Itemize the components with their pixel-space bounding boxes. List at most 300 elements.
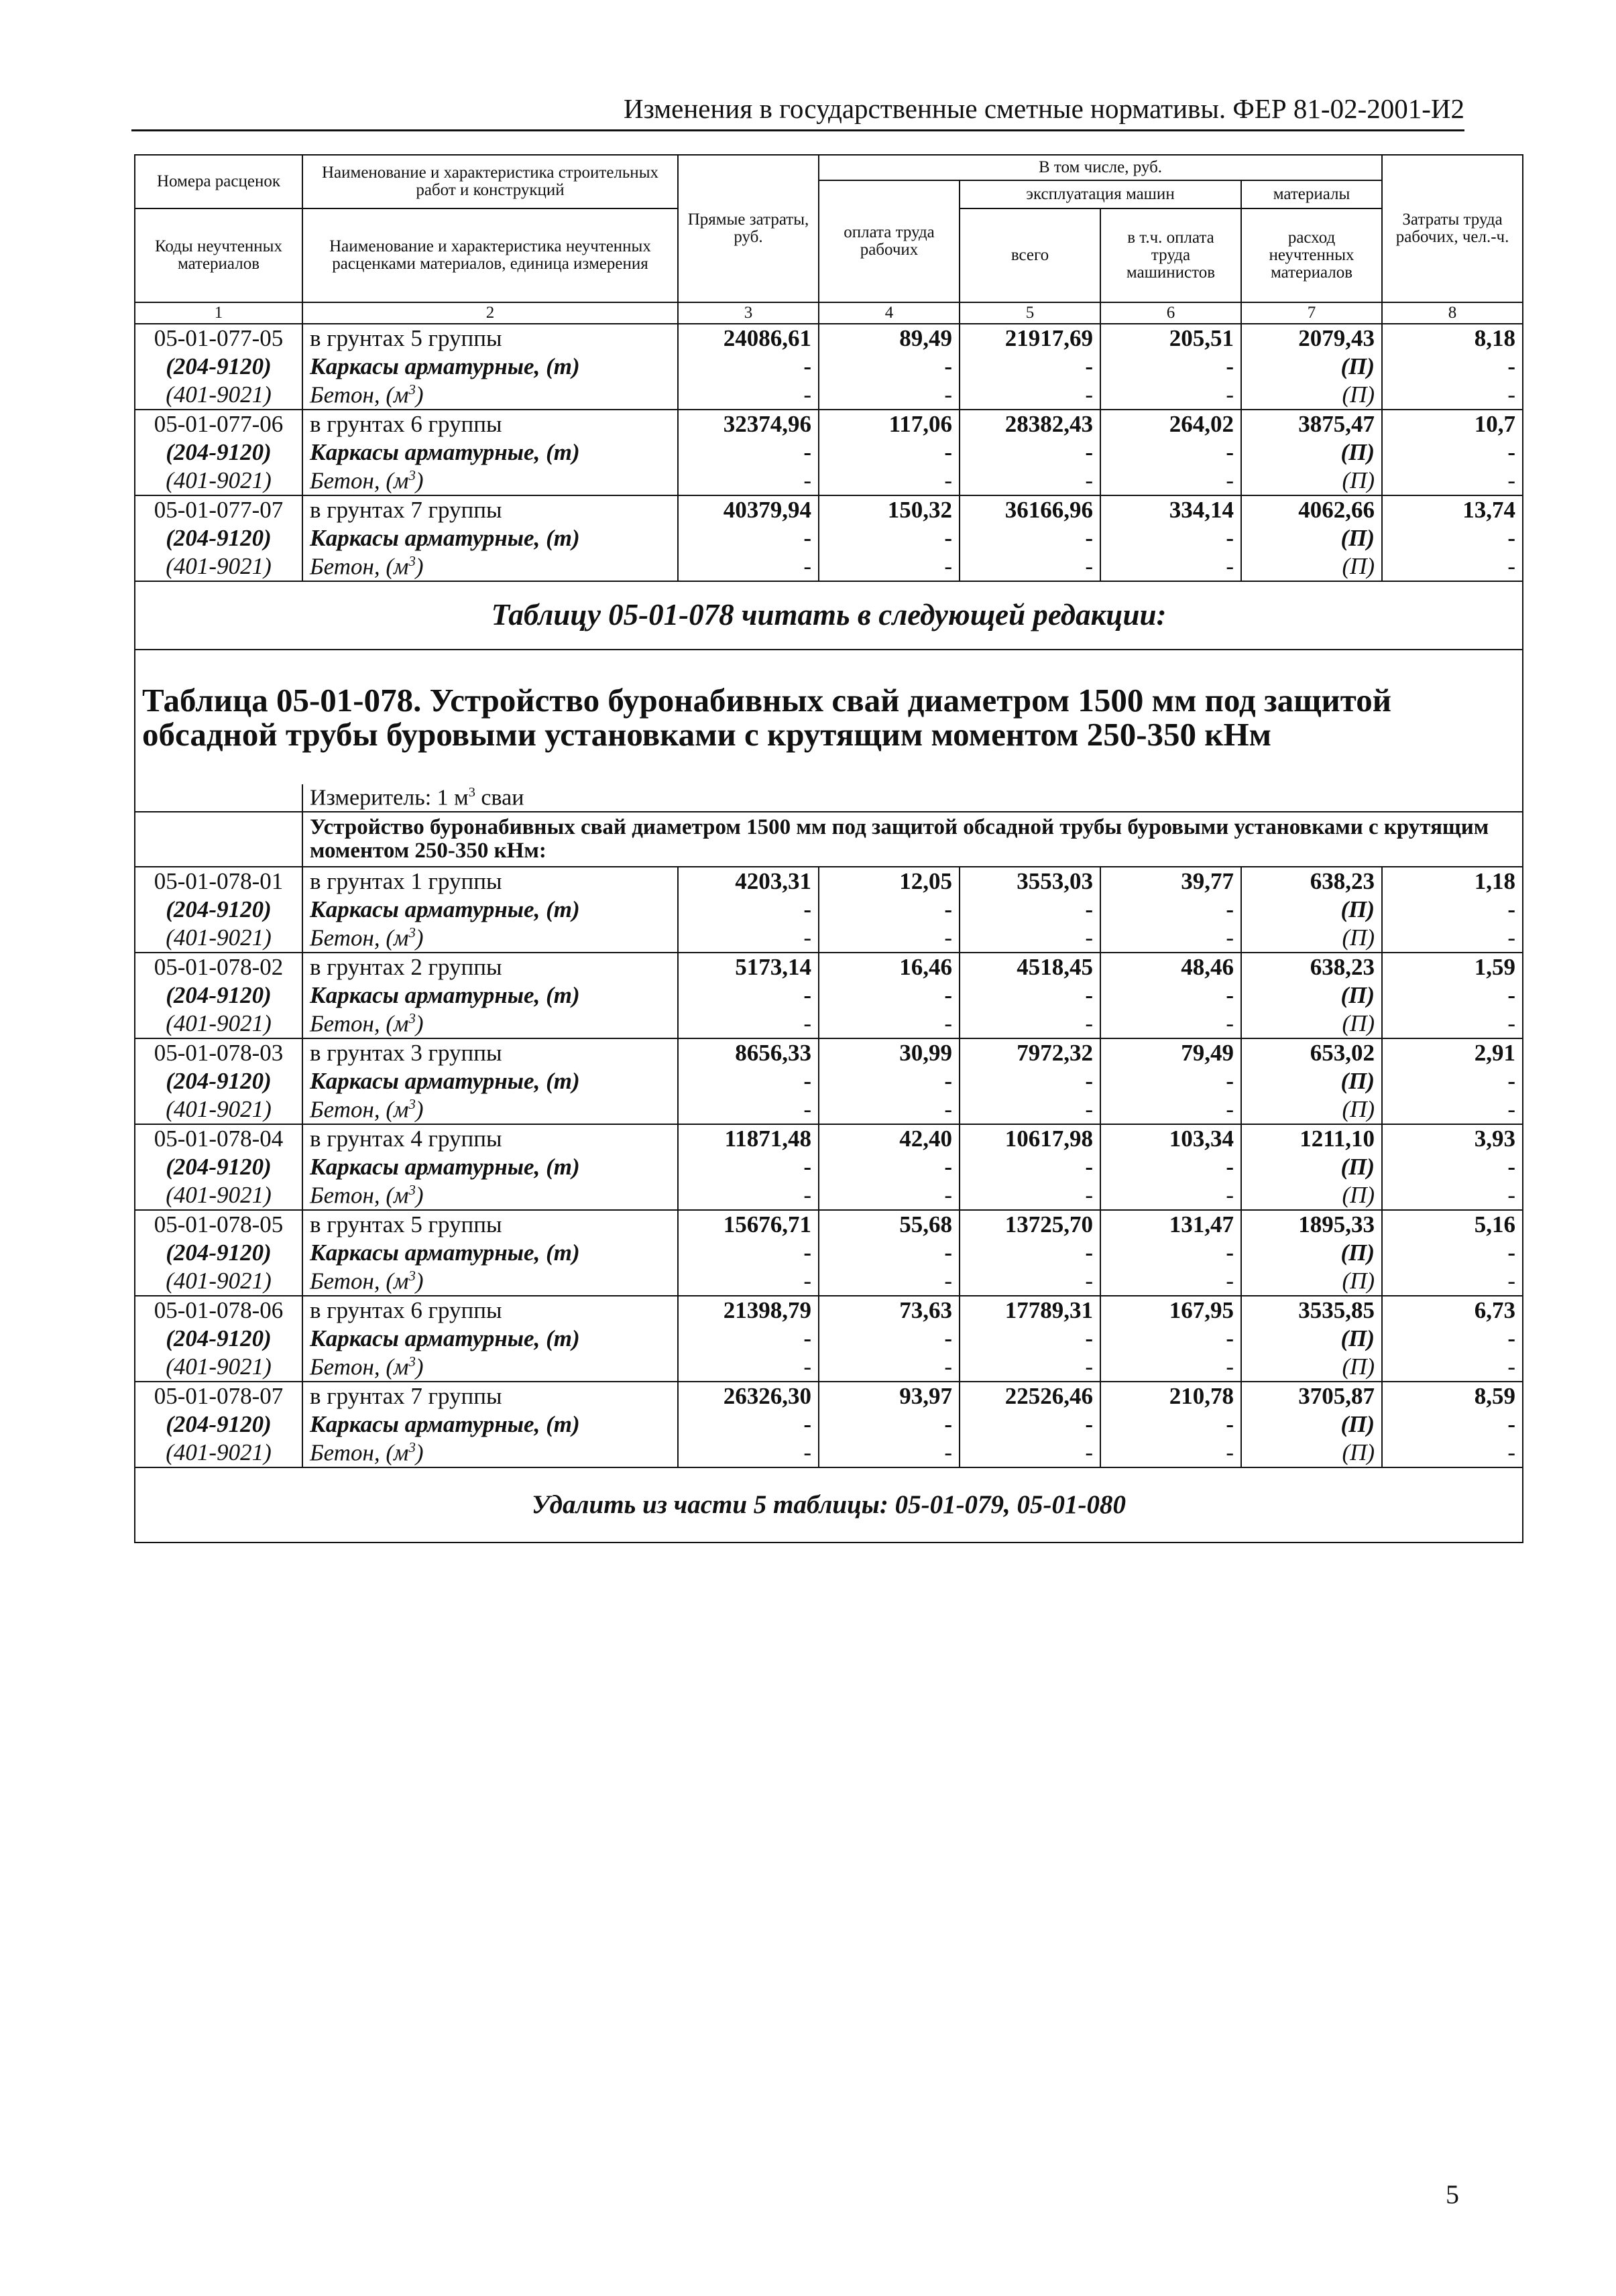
material-value: - [1382, 467, 1523, 495]
row-labor: 3,93 [1382, 1124, 1523, 1153]
material-code: (204-9120) [135, 1153, 302, 1181]
material-name: Каркасы арматурные, (т) [302, 1153, 678, 1181]
material-value: - [819, 924, 960, 953]
table-title-lead: Таблица 05-01-078. [142, 681, 422, 719]
col-wages: оплата труда рабочих [819, 180, 960, 302]
material-name [302, 1181, 678, 1210]
row-wages: 93,97 [819, 1382, 960, 1410]
material-value: - [678, 1067, 819, 1095]
row-labor: 1,59 [1382, 953, 1523, 981]
col-labor: Затраты труда рабочих, чел.-ч. [1382, 155, 1523, 302]
material-value: - [960, 1153, 1100, 1181]
col-number: 2 [302, 302, 678, 324]
material-row [135, 438, 1523, 467]
row-code: 05-01-078-05 [135, 1210, 302, 1239]
material-name: Каркасы арматурные, (т) [302, 896, 678, 924]
material-value: - [819, 896, 960, 924]
material-row [135, 524, 1523, 552]
material-value: - [1100, 1410, 1241, 1439]
material-value: - [819, 1067, 960, 1095]
material-code: (204-9120) [135, 524, 302, 552]
material-row [135, 1181, 1523, 1210]
material-p-mark: (П) [1241, 1325, 1382, 1353]
material-value: - [678, 981, 819, 1010]
material-code: (401-9021) [135, 1095, 302, 1124]
material-value: - [678, 1095, 819, 1124]
col-including: В том числе, руб. [819, 155, 1382, 180]
row-name: в грунтах 6 группы [302, 410, 678, 438]
material-row [135, 381, 1523, 410]
row-machines-total: 28382,43 [960, 410, 1100, 438]
material-name-text: Бетон, (м [310, 1010, 409, 1037]
page-number: 5 [1446, 2179, 1459, 2210]
material-value: - [960, 1353, 1100, 1382]
col-direct: Прямые затраты, руб. [678, 155, 819, 302]
material-p-mark: (П) [1241, 896, 1382, 924]
material-name-text: Бетон, (м [310, 1353, 409, 1380]
material-p-mark: (П) [1241, 467, 1382, 495]
material-value: - [678, 1267, 819, 1296]
price-table [134, 154, 1523, 1543]
row-code: 05-01-077-05 [135, 324, 302, 353]
material-code: (401-9021) [135, 467, 302, 495]
material-p-mark: (П) [1241, 924, 1382, 953]
material-code: (204-9120) [135, 1239, 302, 1267]
row-materials: 638,23 [1241, 867, 1382, 896]
row-materials: 638,23 [1241, 953, 1382, 981]
material-value: - [960, 981, 1100, 1010]
material-p-mark: (П) [1241, 1239, 1382, 1267]
material-row [135, 981, 1523, 1010]
material-value: - [819, 438, 960, 467]
material-row [135, 1267, 1523, 1296]
material-value: - [678, 1325, 819, 1353]
material-value: - [819, 1010, 960, 1038]
row-machines-wages: 79,49 [1100, 1038, 1241, 1067]
column-numbers [135, 302, 1523, 324]
material-value: - [819, 467, 960, 495]
footer-note: Удалить из части 5 таблицы: 05-01-079, 05-01-080 [135, 1467, 1523, 1543]
material-code: (401-9021) [135, 1010, 302, 1038]
col-name-bottom: Наименование и характеристика неучтенных расценками материалов, единица измерения [302, 208, 678, 302]
document-title: Изменения в государственные сметные нормативы. ФЕР 81-02-2001-И2 [623, 93, 1464, 124]
material-name [302, 1095, 678, 1124]
material-name-end: ) [415, 924, 424, 951]
row-name: в грунтах 5 группы [302, 1210, 678, 1239]
material-code: (401-9021) [135, 1353, 302, 1382]
material-name: Каркасы арматурные, (т) [302, 1325, 678, 1353]
row-labor: 10,7 [1382, 410, 1523, 438]
table-row [135, 324, 1523, 353]
material-value: - [960, 438, 1100, 467]
material-value: - [678, 381, 819, 410]
row-labor: 13,74 [1382, 495, 1523, 524]
row-name: в грунтах 6 группы [302, 1296, 678, 1325]
material-name-end: ) [415, 1182, 424, 1209]
material-value: - [819, 381, 960, 410]
material-value: - [960, 1095, 1100, 1124]
material-value: - [678, 1181, 819, 1210]
material-name-sup: 3 [408, 924, 416, 941]
page-header [131, 79, 1464, 127]
material-value: - [1382, 1439, 1523, 1467]
material-value: - [678, 1239, 819, 1267]
material-value: - [1382, 1181, 1523, 1210]
row-wages: 30,99 [819, 1038, 960, 1067]
table-row [135, 953, 1523, 981]
material-value: - [1382, 552, 1523, 581]
row-wages: 150,32 [819, 495, 960, 524]
material-value: - [960, 467, 1100, 495]
row-machines-wages: 210,78 [1100, 1382, 1241, 1410]
material-p-mark: (П) [1241, 981, 1382, 1010]
material-p-mark: (П) [1241, 1067, 1382, 1095]
material-value: - [819, 981, 960, 1010]
material-value: - [960, 924, 1100, 953]
material-value: - [1100, 1267, 1241, 1296]
row-machines-wages: 167,95 [1100, 1296, 1241, 1325]
material-value: - [960, 353, 1100, 381]
material-name [302, 924, 678, 953]
col-code-top: Номера расценок [135, 155, 302, 208]
material-value: - [1100, 1010, 1241, 1038]
material-name: Каркасы арматурные, (т) [302, 981, 678, 1010]
col-machines: эксплуатация машин [960, 180, 1241, 208]
material-name: Каркасы арматурные, (т) [302, 1239, 678, 1267]
material-value: - [960, 1239, 1100, 1267]
row-materials: 4062,66 [1241, 495, 1382, 524]
material-value: - [1100, 467, 1241, 495]
row-materials: 1211,10 [1241, 1124, 1382, 1153]
row-name: в грунтах 2 группы [302, 953, 678, 981]
material-value: - [678, 1353, 819, 1382]
material-value: - [1100, 1067, 1241, 1095]
material-p-mark: (П) [1241, 1267, 1382, 1296]
material-p-mark: (П) [1241, 524, 1382, 552]
material-row [135, 1325, 1523, 1353]
row-direct-cost: 15676,71 [678, 1210, 819, 1239]
material-name: Каркасы арматурные, (т) [302, 1067, 678, 1095]
col-number: 6 [1100, 302, 1241, 324]
row-machines-total: 4518,45 [960, 953, 1100, 981]
col-number: 7 [1241, 302, 1382, 324]
row-machines-total: 10617,98 [960, 1124, 1100, 1153]
row-machines-wages: 264,02 [1100, 410, 1241, 438]
material-value: - [1100, 552, 1241, 581]
material-value: - [1382, 1325, 1523, 1353]
material-code: (401-9021) [135, 1439, 302, 1467]
material-name-end: ) [415, 381, 424, 408]
row-machines-wages: 39,77 [1100, 867, 1241, 896]
material-code: (204-9120) [135, 1325, 302, 1353]
material-row [135, 552, 1523, 581]
row-materials: 3535,85 [1241, 1296, 1382, 1325]
material-value: - [960, 1067, 1100, 1095]
table-row [135, 410, 1523, 438]
material-name-sup: 3 [408, 1095, 416, 1112]
material-name-end: ) [415, 1010, 424, 1037]
material-value: - [819, 1239, 960, 1267]
material-value: - [819, 1439, 960, 1467]
row-name: в грунтах 3 группы [302, 1038, 678, 1067]
material-value: - [1100, 1181, 1241, 1210]
material-name-text: Бетон, (м [310, 467, 409, 494]
header-rule [131, 129, 1464, 131]
material-name-text: Бетон, (м [310, 1439, 409, 1466]
material-value: - [1382, 924, 1523, 953]
material-value: - [678, 438, 819, 467]
material-value: - [678, 1010, 819, 1038]
material-name [302, 381, 678, 410]
material-name: Каркасы арматурные, (т) [302, 1410, 678, 1439]
material-name-end: ) [415, 553, 424, 580]
material-p-mark: (П) [1241, 353, 1382, 381]
material-row [135, 1153, 1523, 1181]
material-code: (204-9120) [135, 438, 302, 467]
material-value: - [819, 1353, 960, 1382]
table-row [135, 1038, 1523, 1067]
material-p-mark: (П) [1241, 381, 1382, 410]
material-name [302, 552, 678, 581]
material-name: Каркасы арматурные, (т) [302, 438, 678, 467]
measure-suffix: сваи [475, 785, 524, 810]
material-p-mark: (П) [1241, 1010, 1382, 1038]
material-value: - [819, 1153, 960, 1181]
row-wages: 117,06 [819, 410, 960, 438]
material-value: - [1382, 1410, 1523, 1439]
row-direct-cost: 21398,79 [678, 1296, 819, 1325]
material-value: - [1382, 1067, 1523, 1095]
material-name-text: Бетон, (м [310, 1182, 409, 1209]
material-code: (401-9021) [135, 924, 302, 953]
material-value: - [1100, 896, 1241, 924]
material-value: - [1100, 524, 1241, 552]
material-value: - [1100, 1439, 1241, 1467]
material-value: - [960, 1010, 1100, 1038]
row-wages: 55,68 [819, 1210, 960, 1239]
material-value: - [960, 524, 1100, 552]
material-name: Каркасы арматурные, (т) [302, 524, 678, 552]
material-p-mark: (П) [1241, 552, 1382, 581]
row-name: в грунтах 4 группы [302, 1124, 678, 1153]
row-labor: 6,73 [1382, 1296, 1523, 1325]
table-row [135, 1296, 1523, 1325]
material-value: - [1382, 381, 1523, 410]
material-name [302, 1439, 678, 1467]
table-row [135, 1382, 1523, 1410]
material-name-sup: 3 [408, 1010, 416, 1026]
material-name [302, 1353, 678, 1382]
row-machines-total: 21917,69 [960, 324, 1100, 353]
material-row [135, 896, 1523, 924]
material-name-sup: 3 [408, 381, 416, 398]
table-title-row [135, 650, 1523, 784]
material-p-mark: (П) [1241, 1410, 1382, 1439]
row-code: 05-01-077-06 [135, 410, 302, 438]
material-value: - [1100, 1239, 1241, 1267]
material-code: (204-9120) [135, 1410, 302, 1439]
material-value: - [960, 1325, 1100, 1353]
row-code: 05-01-078-02 [135, 953, 302, 981]
row-wages: 16,46 [819, 953, 960, 981]
row-code: 05-01-078-01 [135, 867, 302, 896]
material-value: - [1382, 524, 1523, 552]
measure-row [135, 784, 1523, 812]
row-wages: 73,63 [819, 1296, 960, 1325]
material-value: - [1382, 1010, 1523, 1038]
row-machines-total: 3553,03 [960, 867, 1100, 896]
row-materials: 653,02 [1241, 1038, 1382, 1067]
material-value: - [1100, 438, 1241, 467]
row-machines-total: 17789,31 [960, 1296, 1100, 1325]
row-materials: 3705,87 [1241, 1382, 1382, 1410]
material-name-text: Бетон, (м [310, 553, 409, 580]
row-labor: 8,18 [1382, 324, 1523, 353]
material-name-end: ) [415, 1096, 424, 1123]
material-row [135, 1353, 1523, 1382]
material-name-text: Бетон, (м [310, 1096, 409, 1123]
material-value: - [678, 353, 819, 381]
table-row [135, 495, 1523, 524]
row-code: 05-01-078-07 [135, 1382, 302, 1410]
col-materials-sub: расход неучтенных материалов [1241, 208, 1382, 302]
material-name [302, 467, 678, 495]
material-row [135, 1095, 1523, 1124]
material-code: (401-9021) [135, 381, 302, 410]
row-machines-wages: 103,34 [1100, 1124, 1241, 1153]
row-machines-total: 13725,70 [960, 1210, 1100, 1239]
row-materials: 2079,43 [1241, 324, 1382, 353]
material-value: - [819, 552, 960, 581]
table-title-text: Устройство буронабивных свай диаметром 1500 мм под защитой обсадной трубы буровыми установками с крутящим моментом 250-350 кНм [142, 681, 1391, 753]
material-p-mark: (П) [1241, 1153, 1382, 1181]
material-value: - [960, 552, 1100, 581]
material-value: - [678, 524, 819, 552]
material-row [135, 467, 1523, 495]
material-value: - [819, 1095, 960, 1124]
material-value: - [1382, 1095, 1523, 1124]
material-p-mark: (П) [1241, 1439, 1382, 1467]
row-direct-cost: 24086,61 [678, 324, 819, 353]
material-name-end: ) [415, 467, 424, 494]
material-value: - [1382, 353, 1523, 381]
row-code: 05-01-078-03 [135, 1038, 302, 1067]
row-machines-total: 22526,46 [960, 1382, 1100, 1410]
col-machines-total: всего [960, 208, 1100, 302]
material-code: (204-9120) [135, 1067, 302, 1095]
row-name: в грунтах 7 группы [302, 495, 678, 524]
material-value: - [1382, 1153, 1523, 1181]
material-name-text: Бетон, (м [310, 1268, 409, 1294]
material-value: - [960, 1410, 1100, 1439]
material-value: - [678, 1153, 819, 1181]
row-labor: 1,18 [1382, 867, 1523, 896]
material-value: - [1100, 924, 1241, 953]
material-value: - [1382, 438, 1523, 467]
section-heading: Устройство буронабивных свай диаметром 1500 мм под защитой обсадной трубы буровыми установками с крутящим моментом 250-350 кНм: [302, 812, 1523, 867]
section-row [135, 812, 1523, 867]
row-machines-wages: 334,14 [1100, 495, 1241, 524]
col-number: 5 [960, 302, 1100, 324]
edition-note-row [135, 581, 1523, 650]
row-machines-total: 36166,96 [960, 495, 1100, 524]
material-value: - [960, 381, 1100, 410]
row-direct-cost: 26326,30 [678, 1382, 819, 1410]
material-row [135, 924, 1523, 953]
material-value: - [1382, 1353, 1523, 1382]
material-value: - [819, 1325, 960, 1353]
table-row [135, 1124, 1523, 1153]
table-row [135, 867, 1523, 896]
row-wages: 12,05 [819, 867, 960, 896]
measure-prefix: Измеритель: 1 м [310, 785, 469, 810]
row-code: 05-01-078-04 [135, 1124, 302, 1153]
row-direct-cost: 5173,14 [678, 953, 819, 981]
material-value: - [678, 1439, 819, 1467]
row-wages: 42,40 [819, 1124, 960, 1153]
row-name: в грунтах 5 группы [302, 324, 678, 353]
material-name [302, 1010, 678, 1038]
material-name-text: Бетон, (м [310, 381, 409, 408]
material-value: - [678, 552, 819, 581]
material-value: - [1100, 1153, 1241, 1181]
material-value: - [1382, 1239, 1523, 1267]
col-name-top: Наименование и характеристика строительных работ и конструкций [302, 155, 678, 208]
material-name: Каркасы арматурные, (т) [302, 353, 678, 381]
material-value: - [960, 1439, 1100, 1467]
measure-sup: 3 [468, 784, 475, 800]
material-name-sup: 3 [408, 1181, 416, 1198]
row-machines-total: 7972,32 [960, 1038, 1100, 1067]
material-value: - [819, 524, 960, 552]
material-p-mark: (П) [1241, 438, 1382, 467]
row-labor: 5,16 [1382, 1210, 1523, 1239]
material-name-end: ) [415, 1353, 424, 1380]
col-number: 4 [819, 302, 960, 324]
table-row [135, 1210, 1523, 1239]
row-materials: 3875,47 [1241, 410, 1382, 438]
row-direct-cost: 4203,31 [678, 867, 819, 896]
material-value: - [819, 1267, 960, 1296]
material-name-text: Бетон, (м [310, 924, 409, 951]
col-number: 3 [678, 302, 819, 324]
material-value: - [1382, 1267, 1523, 1296]
material-value: - [1100, 1325, 1241, 1353]
row-name: в грунтах 1 группы [302, 867, 678, 896]
row-name: в грунтах 7 группы [302, 1382, 678, 1410]
row-direct-cost: 11871,48 [678, 1124, 819, 1153]
material-row [135, 1410, 1523, 1439]
material-name-sup: 3 [408, 467, 416, 483]
col-machines-wages: в т.ч. оплата труда машинистов [1100, 208, 1241, 302]
material-p-mark: (П) [1241, 1181, 1382, 1210]
edition-note: Таблицу 05-01-078 читать в следующей редакции: [135, 581, 1523, 650]
material-p-mark: (П) [1241, 1353, 1382, 1382]
material-value: - [819, 1181, 960, 1210]
material-row [135, 353, 1523, 381]
material-value: - [1100, 1095, 1241, 1124]
material-name [302, 1267, 678, 1296]
material-row [135, 1239, 1523, 1267]
row-machines-wages: 48,46 [1100, 953, 1241, 981]
material-value: - [1382, 896, 1523, 924]
material-value: - [819, 353, 960, 381]
material-value: - [1100, 981, 1241, 1010]
material-value: - [819, 1410, 960, 1439]
material-value: - [1100, 353, 1241, 381]
row-labor: 2,91 [1382, 1038, 1523, 1067]
row-direct-cost: 32374,96 [678, 410, 819, 438]
